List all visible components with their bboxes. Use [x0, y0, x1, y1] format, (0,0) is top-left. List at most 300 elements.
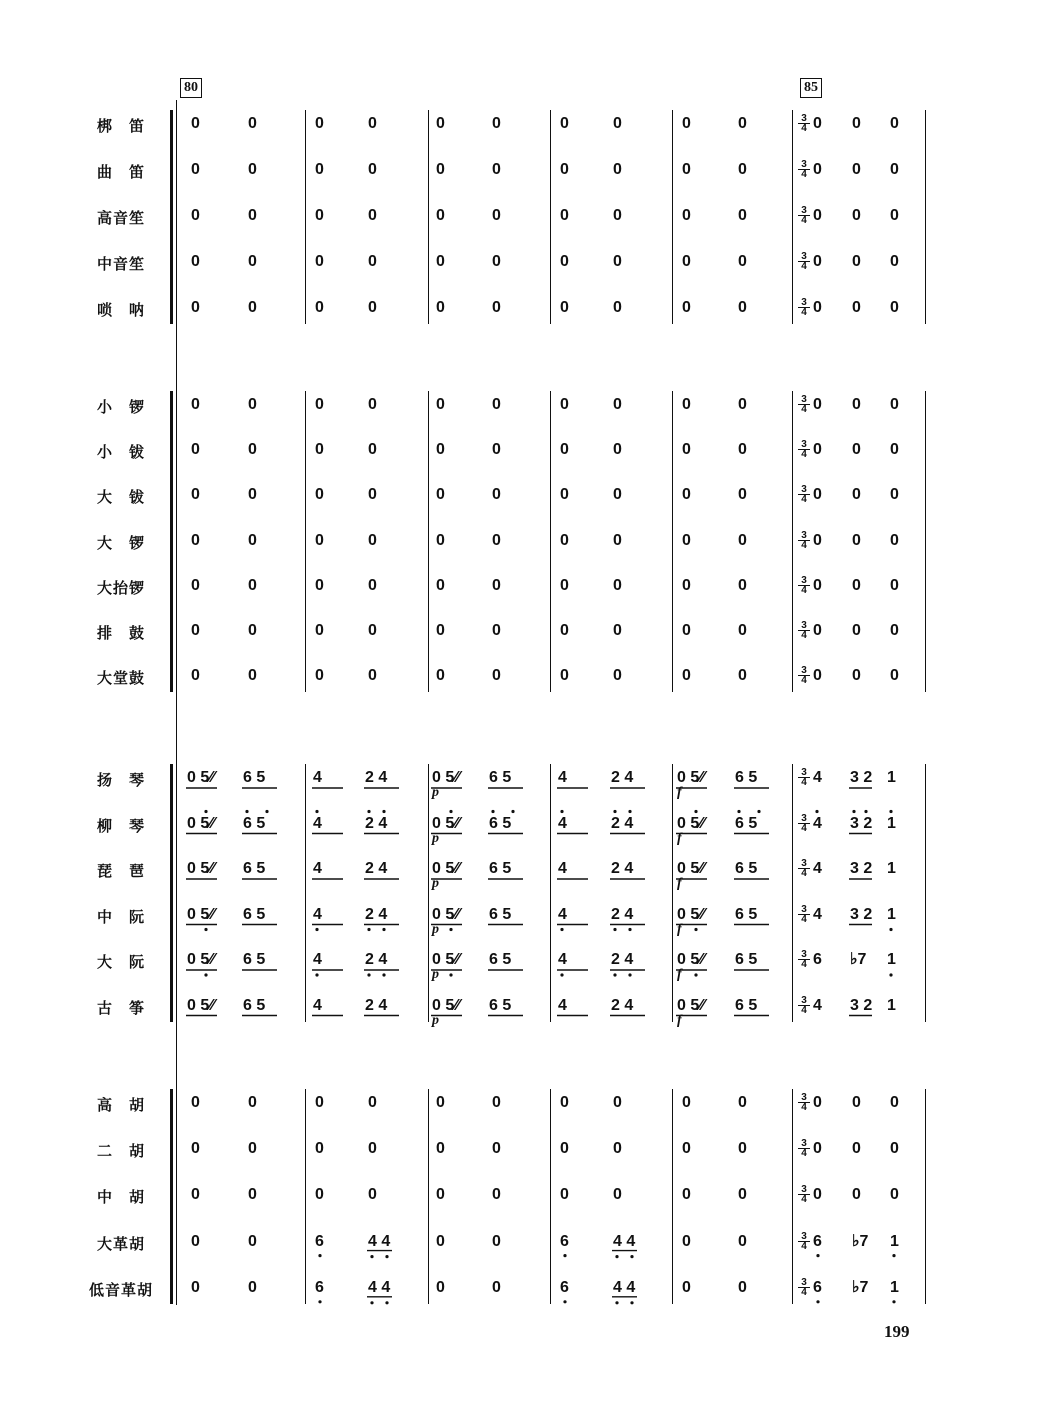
note-value: 0 [315, 253, 324, 270]
note-value: 0 [248, 486, 257, 504]
note-value: 4 [313, 814, 322, 832]
note-value: 4 4 [613, 1232, 636, 1250]
barline [428, 1089, 429, 1304]
octave-dot [449, 928, 452, 931]
note-value: 0 [436, 1186, 445, 1204]
note-value: 0 [682, 115, 691, 132]
time-sig-numerator: 3 [798, 252, 810, 262]
note-value: 0 5⁄⁄ [187, 951, 215, 968]
note-value: 6 5 [489, 996, 512, 1014]
note-value: 0 [191, 1232, 200, 1250]
time-sig-numerator: 3 [798, 440, 810, 450]
note-value: 0 [436, 207, 445, 224]
note-value: 0 [852, 667, 861, 685]
note-value: 0 [560, 299, 569, 316]
note-value: 0 5⁄⁄ [187, 769, 215, 786]
octave-dot [204, 973, 207, 976]
octave-dot [382, 810, 385, 813]
note-value: 0 [368, 667, 377, 685]
octave-dot [204, 928, 207, 931]
note-value: 0 [890, 1094, 899, 1111]
note-value: 0 [368, 1140, 377, 1158]
note-value: 1 [887, 860, 896, 877]
system-bracket [170, 764, 173, 1022]
note-value: 0 [738, 441, 747, 459]
note-value: 0 [890, 1186, 899, 1204]
note-value: 0 [191, 622, 200, 639]
time-sig-numerator: 3 [798, 160, 810, 170]
time-signature [798, 666, 810, 685]
note-value: 0 [852, 441, 861, 459]
time-sig-denominator: 4 [801, 1240, 807, 1252]
octave-dot [852, 810, 855, 813]
octave-dot [315, 973, 318, 976]
note-value: 0 [492, 1140, 501, 1158]
dynamic-marking: f [677, 967, 682, 982]
time-signature [798, 768, 810, 787]
barline [428, 391, 429, 692]
note-value: 0 [682, 486, 691, 504]
note-value: 0 [436, 622, 445, 639]
note-value: 0 [315, 576, 324, 594]
time-sig-numerator: 3 [798, 395, 810, 405]
time-signature [798, 485, 810, 504]
instrument-name: 小 钹 [96, 443, 145, 462]
note-value: 0 [191, 486, 200, 504]
note-value: 0 5⁄⁄ [187, 996, 215, 1014]
octave-dot [382, 973, 385, 976]
octave-dot [491, 810, 494, 813]
note-value: 0 [560, 253, 569, 270]
note-value: 0 [852, 115, 861, 132]
time-signature [798, 298, 810, 317]
dynamic-marking: p [432, 921, 439, 937]
note-value: 0 [436, 486, 445, 504]
note-value: 1 [887, 814, 896, 832]
note-value: 0 [368, 441, 377, 459]
note-value: 0 [682, 207, 691, 224]
barline [925, 764, 926, 1022]
note-value: 6 5 [243, 814, 266, 832]
note-value: 0 [738, 1094, 747, 1111]
note-value: 4 [313, 996, 322, 1014]
octave-dot [892, 1254, 895, 1257]
note-value: 0 [613, 622, 622, 639]
note-value: 0 [436, 531, 445, 549]
note-value: 0 [436, 667, 445, 685]
note-value: 0 [560, 576, 569, 594]
note-value: 0 [682, 531, 691, 549]
note-value: 0 [890, 1140, 899, 1158]
note-value: 0 [852, 253, 861, 270]
note-value: 0 [613, 396, 622, 413]
dynamic-marking: f [677, 830, 682, 846]
dynamic-marking: f [677, 876, 682, 891]
note-value: 0 [682, 667, 691, 685]
note-value: 6 5 [489, 905, 512, 923]
instrument-name: 中 胡 [96, 1188, 145, 1207]
instrument-name: 大 锣 [96, 533, 145, 552]
note-value: 0 [890, 299, 899, 316]
note-value: 6 5 [489, 860, 512, 877]
note-value: 6 [315, 1278, 324, 1296]
octave-dot [737, 810, 740, 813]
time-signature [798, 1278, 810, 1297]
note-value: 2 4 [365, 905, 388, 923]
instrument-name: 大 钹 [96, 488, 145, 507]
dynamic-marking: f [677, 785, 682, 800]
note-value: 0 [682, 161, 691, 178]
page-number: 199 [884, 1322, 910, 1341]
note-value: 6 5 [735, 814, 758, 832]
note-value: 0 [191, 161, 200, 178]
note-value: 0 [248, 531, 257, 549]
octave-dot [615, 1255, 618, 1258]
note-value: 0 [682, 299, 691, 316]
note-value: 0 [315, 161, 324, 178]
octave-dot [694, 810, 697, 813]
note-value: 0 [315, 441, 324, 459]
note-value: 0 [492, 622, 501, 639]
note-value: 0 [852, 576, 861, 594]
note-value: 0 [813, 1186, 822, 1204]
octave-dot [613, 928, 616, 931]
note-value: 6 5 [735, 905, 758, 923]
note-value: 0 [890, 161, 899, 178]
note-value: 4 [313, 905, 322, 923]
note-value: 0 [436, 253, 445, 270]
octave-dot [757, 810, 760, 813]
note-value: 0 [613, 1140, 622, 1158]
note-value: ♭7 [852, 1278, 869, 1296]
note-value: 4 4 [368, 1278, 391, 1296]
time-signature [798, 905, 810, 924]
note-value: 0 [738, 253, 747, 270]
barline [305, 110, 306, 324]
note-value: 0 [368, 299, 377, 316]
barline [792, 391, 793, 692]
note-value: 0 [852, 622, 861, 639]
octave-dot [265, 810, 268, 813]
note-value: 0 [368, 1186, 377, 1204]
barline [672, 110, 673, 324]
note-value: 0 [738, 576, 747, 594]
octave-dot [815, 810, 818, 813]
instrument-name: 扬 琴 [96, 771, 145, 789]
note-value: 0 [248, 299, 257, 316]
dynamic-marking: p [432, 785, 439, 800]
note-value: 4 4 [613, 1278, 636, 1296]
barline [550, 1089, 551, 1304]
note-value: 0 [890, 531, 899, 549]
note-value: ♭7 [850, 951, 867, 968]
note-value: 0 [813, 531, 822, 549]
note-value: 0 [813, 576, 822, 594]
time-sig-denominator: 4 [801, 1194, 807, 1206]
note-value: 2 4 [365, 996, 388, 1014]
note-value: 0 5⁄⁄ [187, 905, 215, 923]
instrument-name: 中 阮 [96, 907, 145, 926]
time-sig-denominator: 4 [801, 959, 807, 970]
note-value: 2 4 [365, 814, 388, 832]
note-value: 0 [248, 441, 257, 459]
time-sig-numerator: 3 [798, 1093, 810, 1103]
note-value: 0 [436, 299, 445, 316]
note-value: 0 [613, 115, 622, 132]
note-value: 2 4 [611, 905, 634, 923]
octave-dot [694, 928, 697, 931]
note-value: 0 [248, 1140, 257, 1158]
dynamic-marking: p [432, 967, 439, 982]
note-value: 0 [560, 115, 569, 132]
octave-dot [367, 973, 370, 976]
note-value: 0 [890, 253, 899, 270]
instrument-name: 排 鼓 [96, 624, 145, 642]
octave-dot [615, 1301, 618, 1304]
note-value: 0 [191, 576, 200, 594]
dynamic-marking: f [677, 1012, 682, 1028]
note-value: 4 [813, 905, 822, 923]
note-value: 6 [560, 1232, 569, 1250]
octave-dot [245, 810, 248, 813]
note-value: 0 [248, 1094, 257, 1111]
octave-dot [370, 1301, 373, 1304]
note-value: 0 [852, 1094, 861, 1111]
note-value: 0 [852, 161, 861, 178]
time-sig-denominator: 4 [801, 123, 807, 134]
time-signature [798, 440, 810, 459]
note-value: 0 [368, 622, 377, 639]
note-value: 0 5⁄⁄ [677, 769, 705, 786]
note-value: 2 4 [611, 996, 634, 1014]
note-value: 0 [560, 667, 569, 685]
note-value: 0 [492, 396, 501, 413]
note-value: 0 [682, 1278, 691, 1296]
note-value: 0 [682, 622, 691, 639]
note-value: 0 [852, 1140, 861, 1158]
instrument-name: 高 胡 [96, 1096, 145, 1114]
note-value: 0 [436, 441, 445, 459]
time-signature [798, 1185, 810, 1204]
barline [672, 391, 673, 692]
note-value: 0 [191, 207, 200, 224]
system-bracket [170, 1089, 173, 1304]
note-value: 1 [887, 769, 896, 786]
note-value: 4 [558, 905, 567, 923]
time-sig-numerator: 3 [798, 1232, 810, 1242]
time-sig-numerator: 3 [798, 768, 810, 778]
note-value: 0 [248, 161, 257, 178]
note-value: 6 5 [489, 814, 512, 832]
note-value: 0 [738, 396, 747, 413]
instrument-name: 古 筝 [96, 998, 145, 1017]
note-value: 4 [813, 769, 822, 786]
octave-dot [511, 810, 514, 813]
note-value: 4 [813, 814, 822, 832]
instrument-name: 曲 笛 [96, 163, 145, 181]
note-value: 0 [248, 396, 257, 413]
barline [925, 1089, 926, 1304]
note-value: 0 [315, 486, 324, 504]
note-value: 0 [890, 486, 899, 504]
note-value: 0 [248, 115, 257, 132]
time-signature [798, 1232, 810, 1251]
note-value: 0 [613, 253, 622, 270]
note-value: 0 5⁄⁄ [187, 860, 215, 877]
time-sig-denominator: 4 [801, 1102, 807, 1113]
note-value: 0 [560, 622, 569, 639]
note-value: 0 [191, 1094, 200, 1111]
note-value: 6 [813, 1232, 822, 1250]
note-value: 0 [368, 531, 377, 549]
time-sig-numerator: 3 [798, 114, 810, 124]
note-value: 0 [738, 207, 747, 224]
octave-dot [563, 1300, 566, 1303]
time-sig-numerator: 3 [798, 1139, 810, 1149]
note-value: 0 [682, 576, 691, 594]
note-value: 0 [436, 1140, 445, 1158]
note-value: 0 [738, 1232, 747, 1250]
note-value: 0 [191, 115, 200, 132]
instrument-name: 梆 笛 [96, 117, 145, 135]
barline [550, 764, 551, 1022]
note-value: 0 [315, 299, 324, 316]
octave-dot [385, 1255, 388, 1258]
note-value: 4 [813, 996, 822, 1014]
instrument-name: 琵 琶 [96, 862, 145, 880]
note-value: 0 [191, 299, 200, 316]
note-value: 0 [682, 1232, 691, 1250]
note-value: 0 [613, 576, 622, 594]
note-value: 0 [738, 161, 747, 178]
note-value: 0 [852, 207, 861, 224]
note-value: 0 [613, 667, 622, 685]
barline [792, 1089, 793, 1304]
note-value: 0 [813, 486, 822, 504]
note-value: 0 [368, 253, 377, 270]
dynamic-marking: p [432, 830, 439, 846]
note-value: 0 [890, 441, 899, 459]
time-sig-denominator: 4 [801, 539, 807, 551]
octave-dot [628, 973, 631, 976]
time-sig-denominator: 4 [801, 494, 807, 506]
note-value: 0 [852, 486, 861, 504]
note-value: 0 5⁄⁄ [187, 814, 215, 832]
note-value: 0 5⁄⁄ [432, 951, 460, 968]
octave-dot [367, 810, 370, 813]
octave-dot [816, 1300, 819, 1303]
note-value: 0 [813, 299, 822, 316]
note-value: 3 2 [850, 814, 873, 832]
instrument-name: 大抬锣 [96, 578, 145, 597]
time-sig-denominator: 4 [801, 1148, 807, 1160]
octave-dot [864, 810, 867, 813]
note-value: 0 [560, 531, 569, 549]
octave-dot [630, 1301, 633, 1304]
barline [550, 110, 551, 324]
note-value: 0 [436, 1232, 445, 1250]
note-value: 0 [682, 396, 691, 413]
octave-dot [382, 928, 385, 931]
time-sig-denominator: 4 [801, 404, 807, 415]
barline [305, 764, 306, 1022]
octave-dot [385, 1301, 388, 1304]
note-value: 0 [248, 253, 257, 270]
note-value: 0 [492, 161, 501, 178]
barline [428, 110, 429, 324]
note-value: 0 [492, 576, 501, 594]
note-value: 0 [682, 253, 691, 270]
note-value: 0 [813, 622, 822, 639]
note-value: 0 [191, 396, 200, 413]
octave-dot [889, 973, 892, 976]
rehearsal-mark-80: 80 [180, 78, 202, 98]
note-value: 4 [813, 860, 822, 877]
note-value: 0 [248, 576, 257, 594]
time-sig-denominator: 4 [801, 630, 807, 641]
note-value: 0 [560, 396, 569, 413]
note-value: 1 [887, 951, 896, 968]
note-value: 0 [613, 299, 622, 316]
note-value: 0 [813, 253, 822, 270]
time-sig-denominator: 4 [801, 584, 807, 596]
note-value: 0 [191, 253, 200, 270]
note-value: 0 [890, 622, 899, 639]
note-value: 0 [560, 207, 569, 224]
octave-dot [630, 1255, 633, 1258]
dynamic-marking: p [432, 876, 439, 891]
note-value: 0 [248, 667, 257, 685]
time-sig-denominator: 4 [801, 307, 807, 318]
note-value: 3 2 [850, 860, 873, 877]
time-signature [798, 252, 810, 271]
note-value: 6 [813, 1278, 822, 1296]
note-value: 0 [368, 207, 377, 224]
octave-dot [613, 810, 616, 813]
note-value: 0 [813, 207, 822, 224]
note-value: 0 [191, 441, 200, 459]
system-brace [176, 100, 177, 1305]
note-value: 0 [560, 1140, 569, 1158]
time-sig-numerator: 3 [798, 206, 810, 216]
time-sig-denominator: 4 [801, 1286, 807, 1298]
time-sig-denominator: 4 [801, 449, 807, 461]
note-value: 0 [315, 667, 324, 685]
note-value: 0 [191, 1140, 200, 1158]
octave-dot [892, 1300, 895, 1303]
octave-dot [889, 928, 892, 931]
note-value: 0 [492, 1278, 501, 1296]
note-value: 0 [613, 1186, 622, 1204]
octave-dot [204, 810, 207, 813]
note-value: 6 5 [489, 769, 512, 786]
note-value: 0 5⁄⁄ [677, 951, 705, 968]
octave-dot [560, 973, 563, 976]
note-value: 0 [492, 207, 501, 224]
note-value: 3 2 [850, 905, 873, 923]
octave-dot [449, 810, 452, 813]
barline [672, 764, 673, 1022]
note-value: 0 [368, 161, 377, 178]
note-value: 4 [558, 951, 567, 968]
barline [305, 1089, 306, 1304]
note-value: 6 5 [243, 951, 266, 968]
note-value: 2 4 [365, 951, 388, 968]
time-sig-denominator: 4 [801, 868, 807, 879]
time-signature [798, 206, 810, 225]
time-sig-numerator: 3 [798, 1278, 810, 1288]
note-value: 0 [682, 1140, 691, 1158]
